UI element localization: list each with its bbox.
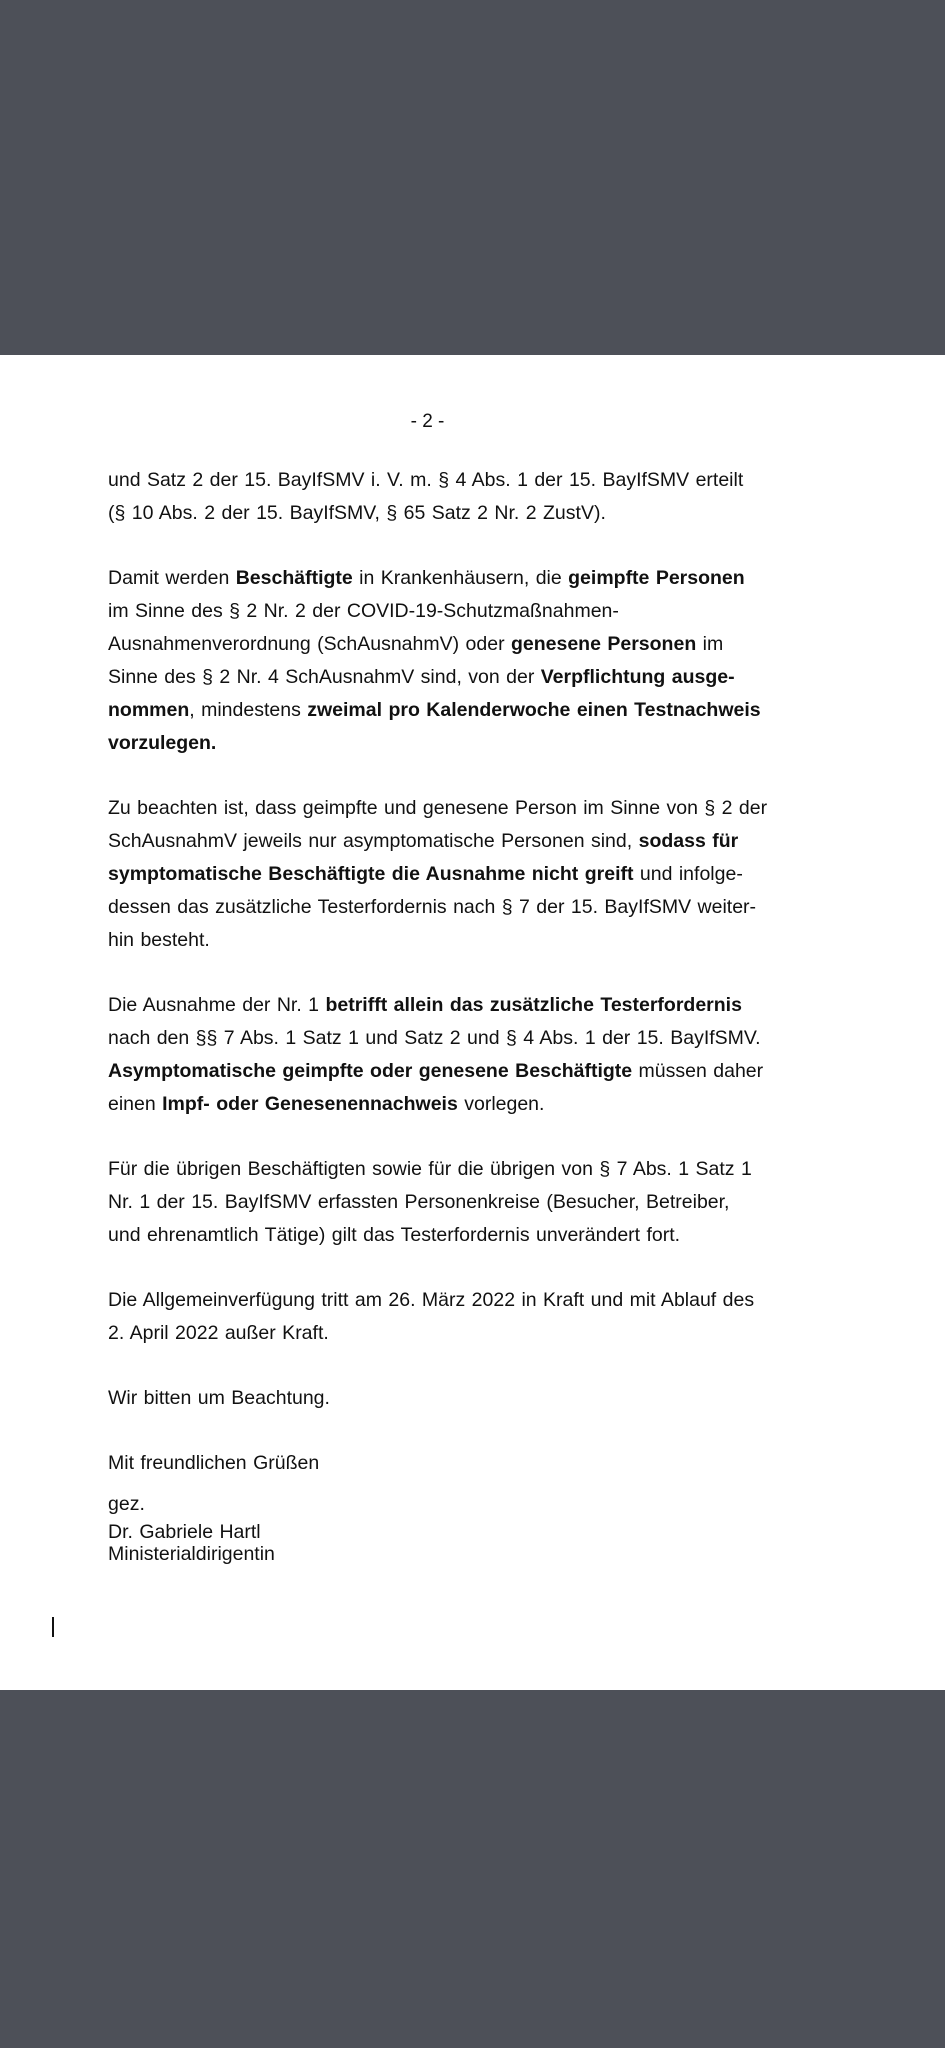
text: Sinne des § 2 Nr. 4 SchAusnahmV sind, von der: [108, 666, 541, 688]
text-line: [108, 1186, 767, 1219]
paragraph: [108, 989, 767, 1121]
text-line: [108, 1055, 767, 1088]
text: 2. April 2022 außer Kraft.: [108, 1322, 329, 1344]
page-number: - 2 -: [410, 411, 445, 432]
text: hin besteht.: [108, 929, 210, 951]
text-line: [108, 1088, 767, 1121]
text-line: [108, 924, 767, 957]
paragraph: [108, 1284, 767, 1350]
document-body: [108, 464, 767, 1512]
text: Für die übrigen Beschäftigten sowie für die übrigen von § 7 Abs. 1 Satz 1: [108, 1158, 752, 1180]
signature-block: [108, 1488, 275, 1565]
text: Nr. 1 der 15. BayIfSMV erfassten Personenkreise (Besucher, Betreiber,: [108, 1191, 730, 1213]
text-line: [108, 562, 767, 595]
text: SchAusnahmV jeweils nur asymptomatische Personen sind,: [108, 830, 639, 852]
text: im: [696, 633, 724, 655]
paragraph: [108, 792, 767, 957]
text-line: [108, 1153, 767, 1186]
text: Die Allgemeinverfügung tritt am 26. März 2022 in Kraft und mit Ablauf des: [108, 1289, 755, 1311]
text-line: [108, 1382, 767, 1415]
text-line: [108, 661, 767, 694]
text-line: [108, 989, 767, 1022]
text-line: [108, 497, 767, 530]
bold-text: genesene Personen: [510, 633, 697, 655]
text: Damit werden: [108, 567, 236, 589]
text: nach den §§ 7 Abs. 1 Satz 1 und Satz 2 und § 4 Abs. 1 der 15. BayIfSMV.: [108, 1027, 761, 1049]
text-line: [108, 694, 767, 727]
text: im Sinne des § 2 Nr. 2 der COVID-19-Schutzmaßnahmen-: [108, 600, 619, 622]
bold-text: vorzulegen.: [108, 732, 217, 754]
text: Ausnahmenverordnung (SchAusnahmV) oder: [108, 633, 511, 655]
text: Die Ausnahme der Nr. 1: [108, 994, 326, 1016]
signature-name: Dr. Gabriele Hartl: [108, 1521, 261, 1543]
paragraph: [108, 464, 767, 530]
text-line: [108, 727, 767, 760]
text: , mindestens: [189, 699, 308, 721]
text: einen: [108, 1093, 163, 1115]
text-line: [108, 891, 767, 924]
bold-text: Verpflichtung ausge-: [540, 666, 735, 688]
signature-gez: gez.: [108, 1493, 145, 1515]
closing-line: Mit freundlichen Grüßen: [108, 1452, 320, 1474]
text-line: [108, 1219, 767, 1252]
text: dessen das zusätzliche Testerfordernis nach § 7 der 15. BayIfSMV weiter-: [108, 896, 757, 918]
bold-text: betrifft allein das zusätzliche Testerfordernis: [325, 994, 742, 1016]
text: in Krankenhäusern, die: [352, 567, 569, 589]
bold-text: Asymptomatische geimpfte oder genesene Beschäftigte: [108, 1060, 633, 1082]
text-line: [108, 1284, 767, 1317]
text-line: [108, 1317, 767, 1350]
text: vorlegen.: [457, 1093, 545, 1115]
text: Wir bitten um Beachtung.: [108, 1387, 330, 1409]
bold-text: symptomatische Beschäftigte die Ausnahme nicht greift: [108, 863, 634, 885]
bold-text: zweimal pro Kalenderwoche einen Testnachweis: [307, 699, 761, 721]
bold-text: sodass für: [638, 830, 739, 852]
bold-text: Impf- oder Genesenennachweis: [162, 1093, 458, 1115]
document-page: [0, 355, 945, 1690]
paragraph: [108, 1382, 767, 1415]
bold-text: geimpfte Personen: [568, 567, 745, 589]
text: Zu beachten ist, dass geimpfte und genesene Person im Sinne von § 2 der: [108, 797, 768, 819]
text-line: [108, 628, 767, 661]
text: und ehrenamtlich Tätige) gilt das Testerfordernis unverändert fort.: [108, 1224, 681, 1246]
text: müssen daher: [632, 1060, 764, 1082]
text-line: [108, 1022, 767, 1055]
text: (§ 10 Abs. 2 der 15. BayIfSMV, § 65 Satz 2 Nr. 2 ZustV).: [108, 502, 606, 524]
paragraph: [108, 562, 767, 760]
signature-title: Ministerialdirigentin: [108, 1543, 275, 1565]
text-line: [108, 464, 767, 497]
bold-text: nommen: [108, 699, 190, 721]
text-cursor: [52, 1617, 54, 1637]
bold-text: Beschäftigte: [235, 567, 353, 589]
paragraph: [108, 1153, 767, 1252]
text: und infolge-: [633, 863, 743, 885]
closing: [108, 1447, 767, 1480]
text-line: [108, 825, 767, 858]
text-line: [108, 595, 767, 628]
text-line: [108, 858, 767, 891]
text-line: [108, 792, 767, 825]
text: und Satz 2 der 15. BayIfSMV i. V. m. § 4 Abs. 1 der 15. BayIfSMV erteilt: [108, 469, 744, 491]
